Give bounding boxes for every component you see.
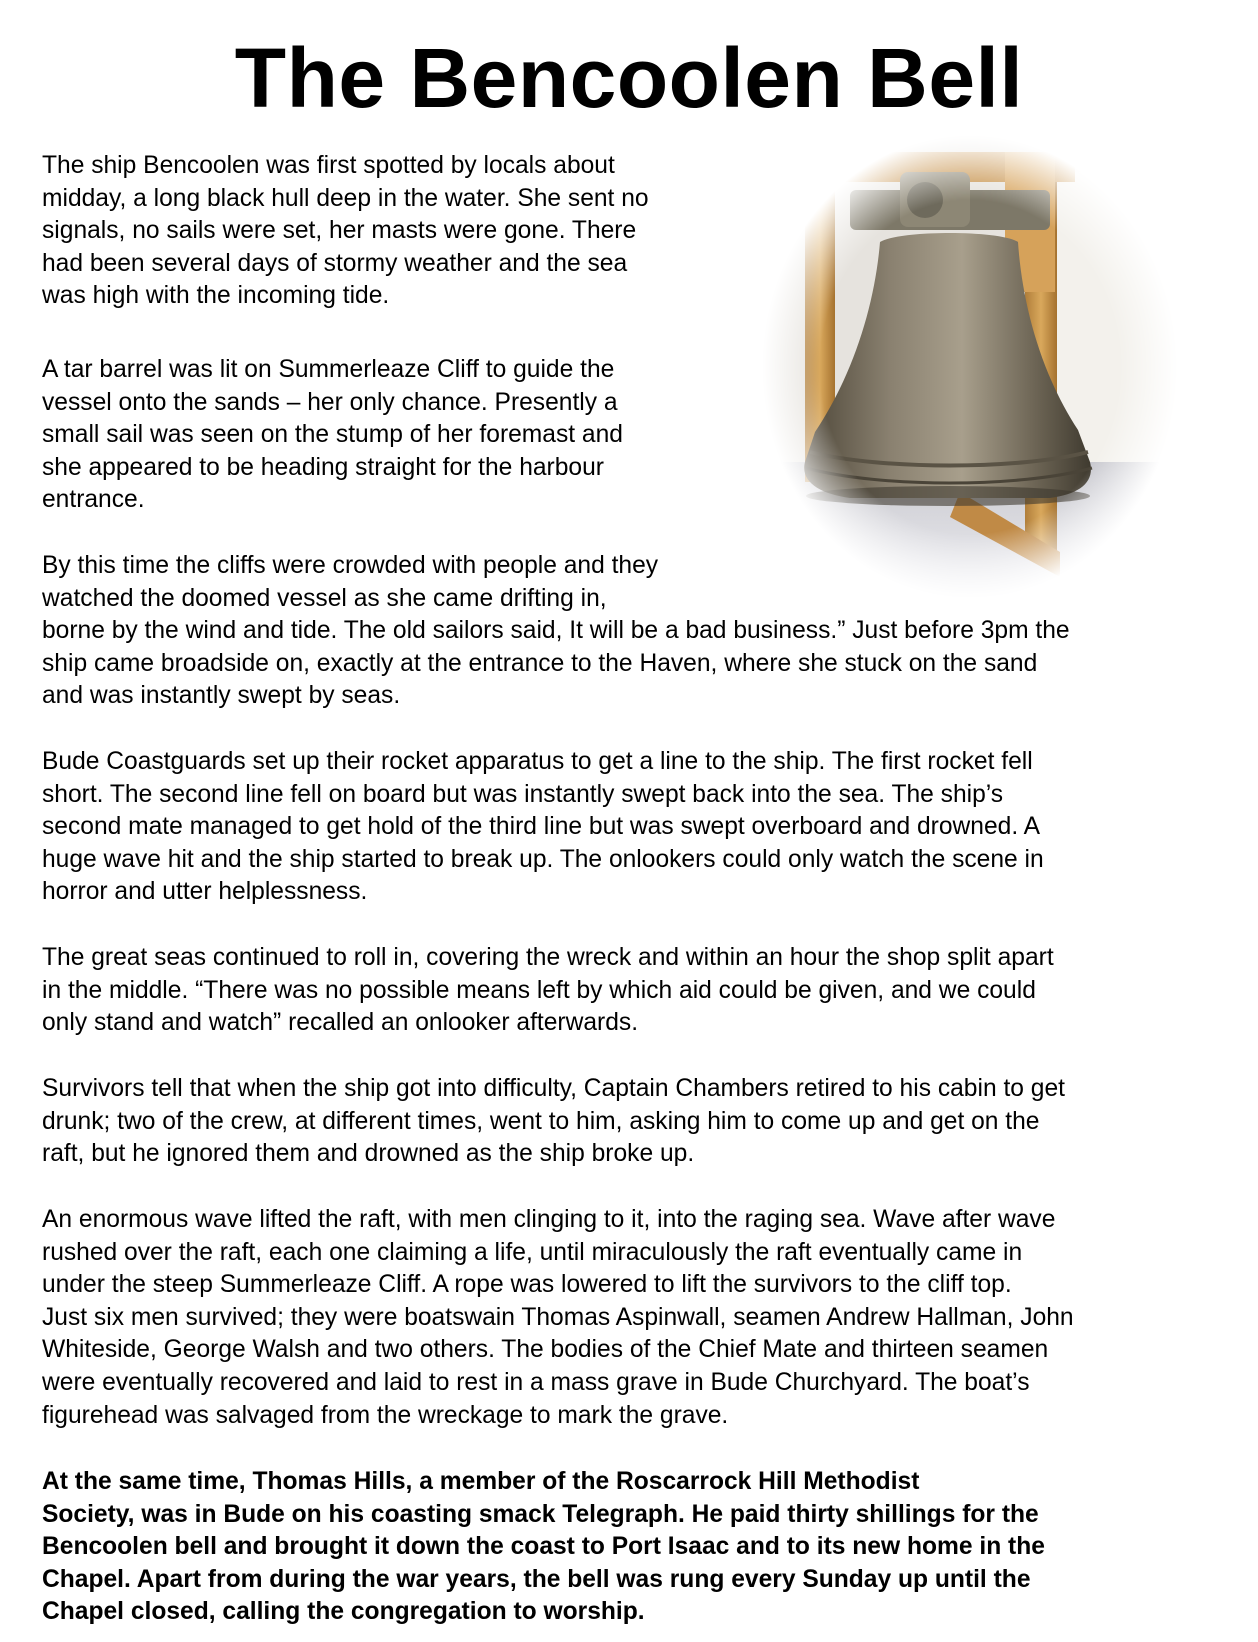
paragraph-1 [42,150,762,313]
text-line: The ship Bencoolen was first spotted by locals about [42,152,615,179]
text-line: rushed over the raft, each one claiming a life, until miraculously the raft eventually came in [42,1238,1023,1266]
text-line: Society, was in Bude on his coasting smack Telegraph. He paid thirty shillings for the [42,1500,1039,1528]
text-line: were eventually recovered and laid to rest in a mass grave in Bude Churchyard. The boat’s [42,1368,1030,1396]
text-line: in the middle. “There was no possible means left by which aid could be given, and we could [42,976,1036,1004]
paragraph-2 [42,354,762,517]
text-line: At the same time, Thomas Hills, a member of the Roscarrock Hill Methodist [42,1468,920,1495]
paragraph-6 [42,1073,1232,1171]
page-title: The Bencoolen Bell [234,31,1024,125]
text-line: Chapel. Apart from during the war years, the bell was rung every Sunday up until the [42,1565,1031,1593]
text-line: had been several days of stormy weather and the sea [42,249,628,277]
text-line: and was instantly swept by seas. [42,682,401,710]
text-line: borne by the wind and tide. The old sailors said, It will be a bad business.” Just before 3pm the [42,617,1070,645]
bell-photo [760,132,1180,602]
text-line: only stand and watch” recalled an onlooker afterwards. [42,1009,639,1037]
text-line: drunk; two of the crew, at different times, went to him, asking him to come up and get on the [42,1107,1040,1135]
text-line: watched the doomed vessel as she came drifting in, [42,584,607,612]
text-line: Survivors tell that when the ship got into difficulty, Captain Chambers retired to his cabin to get [42,1075,1065,1102]
text-line: small sail was seen on the stump of her foremast and [42,421,623,449]
text-line: under the steep Summerleaze Cliff. A rope was lowered to lift the survivors to the cliff top. [42,1271,1012,1299]
text-line: Just six men survived; they were boatswain Thomas Aspinwall, seamen Andrew Hallman, John [42,1303,1074,1331]
paragraph-8 [42,1466,1232,1629]
text-line: Chapel closed, calling the congregation to worship. [42,1598,645,1626]
text-line: signals, no sails were set, her masts were gone. There [42,217,637,245]
text-line: she appeared to be heading straight for the harbour [42,453,604,481]
text-line: A tar barrel was lit on Summerleaze Cliff to guide the [42,356,615,383]
paragraph-5 [42,942,1232,1040]
text-line: raft, but he ignored them and drowned as the ship broke up. [42,1140,695,1168]
text-line: Bude Coastguards set up their rocket apparatus to get a line to the ship. The first rocket fell [42,748,1033,775]
text-line: Whiteside, George Walsh and two others. The bodies of the Chief Mate and thirteen seamen [42,1336,1049,1364]
text-line: Bencoolen bell and brought it down the coast to Port Isaac and to its new home in the [42,1533,1045,1561]
text-line: entrance. [42,486,145,514]
paragraph-4 [42,746,1232,909]
text-line: horror and utter helplessness. [42,878,368,906]
text-line: By this time the cliffs were crowded with people and they [42,552,659,579]
text-line: figurehead was salvaged from the wreckage to mark the grave. [42,1401,729,1429]
text-line: ship came broadside on, exactly at the entrance to the Haven, where she stuck on the sand [42,649,1038,677]
text-line: The great seas continued to roll in, covering the wreck and within an hour the shop split apart [42,944,1054,971]
paragraph-3 [42,550,1232,713]
text-line: An enormous wave lifted the raft, with men clinging to it, into the raging sea. Wave after wave [42,1206,1056,1233]
text-line: midday, a long black hull deep in the water. She sent no [42,184,649,212]
text-line: vessel onto the sands – her only chance. Presently a [42,388,618,416]
paragraph-7 [42,1204,1232,1432]
text-line: huge wave hit and the ship started to break up. The onlookers could only watch the scene in [42,845,1044,873]
text-line: second mate managed to get hold of the third line but was swept overboard and drowned. A [42,813,1041,841]
text-line: short. The second line fell on board but was instantly swept back into the sea. The ship’s [42,780,1004,808]
text-line: was high with the incoming tide. [42,282,390,310]
